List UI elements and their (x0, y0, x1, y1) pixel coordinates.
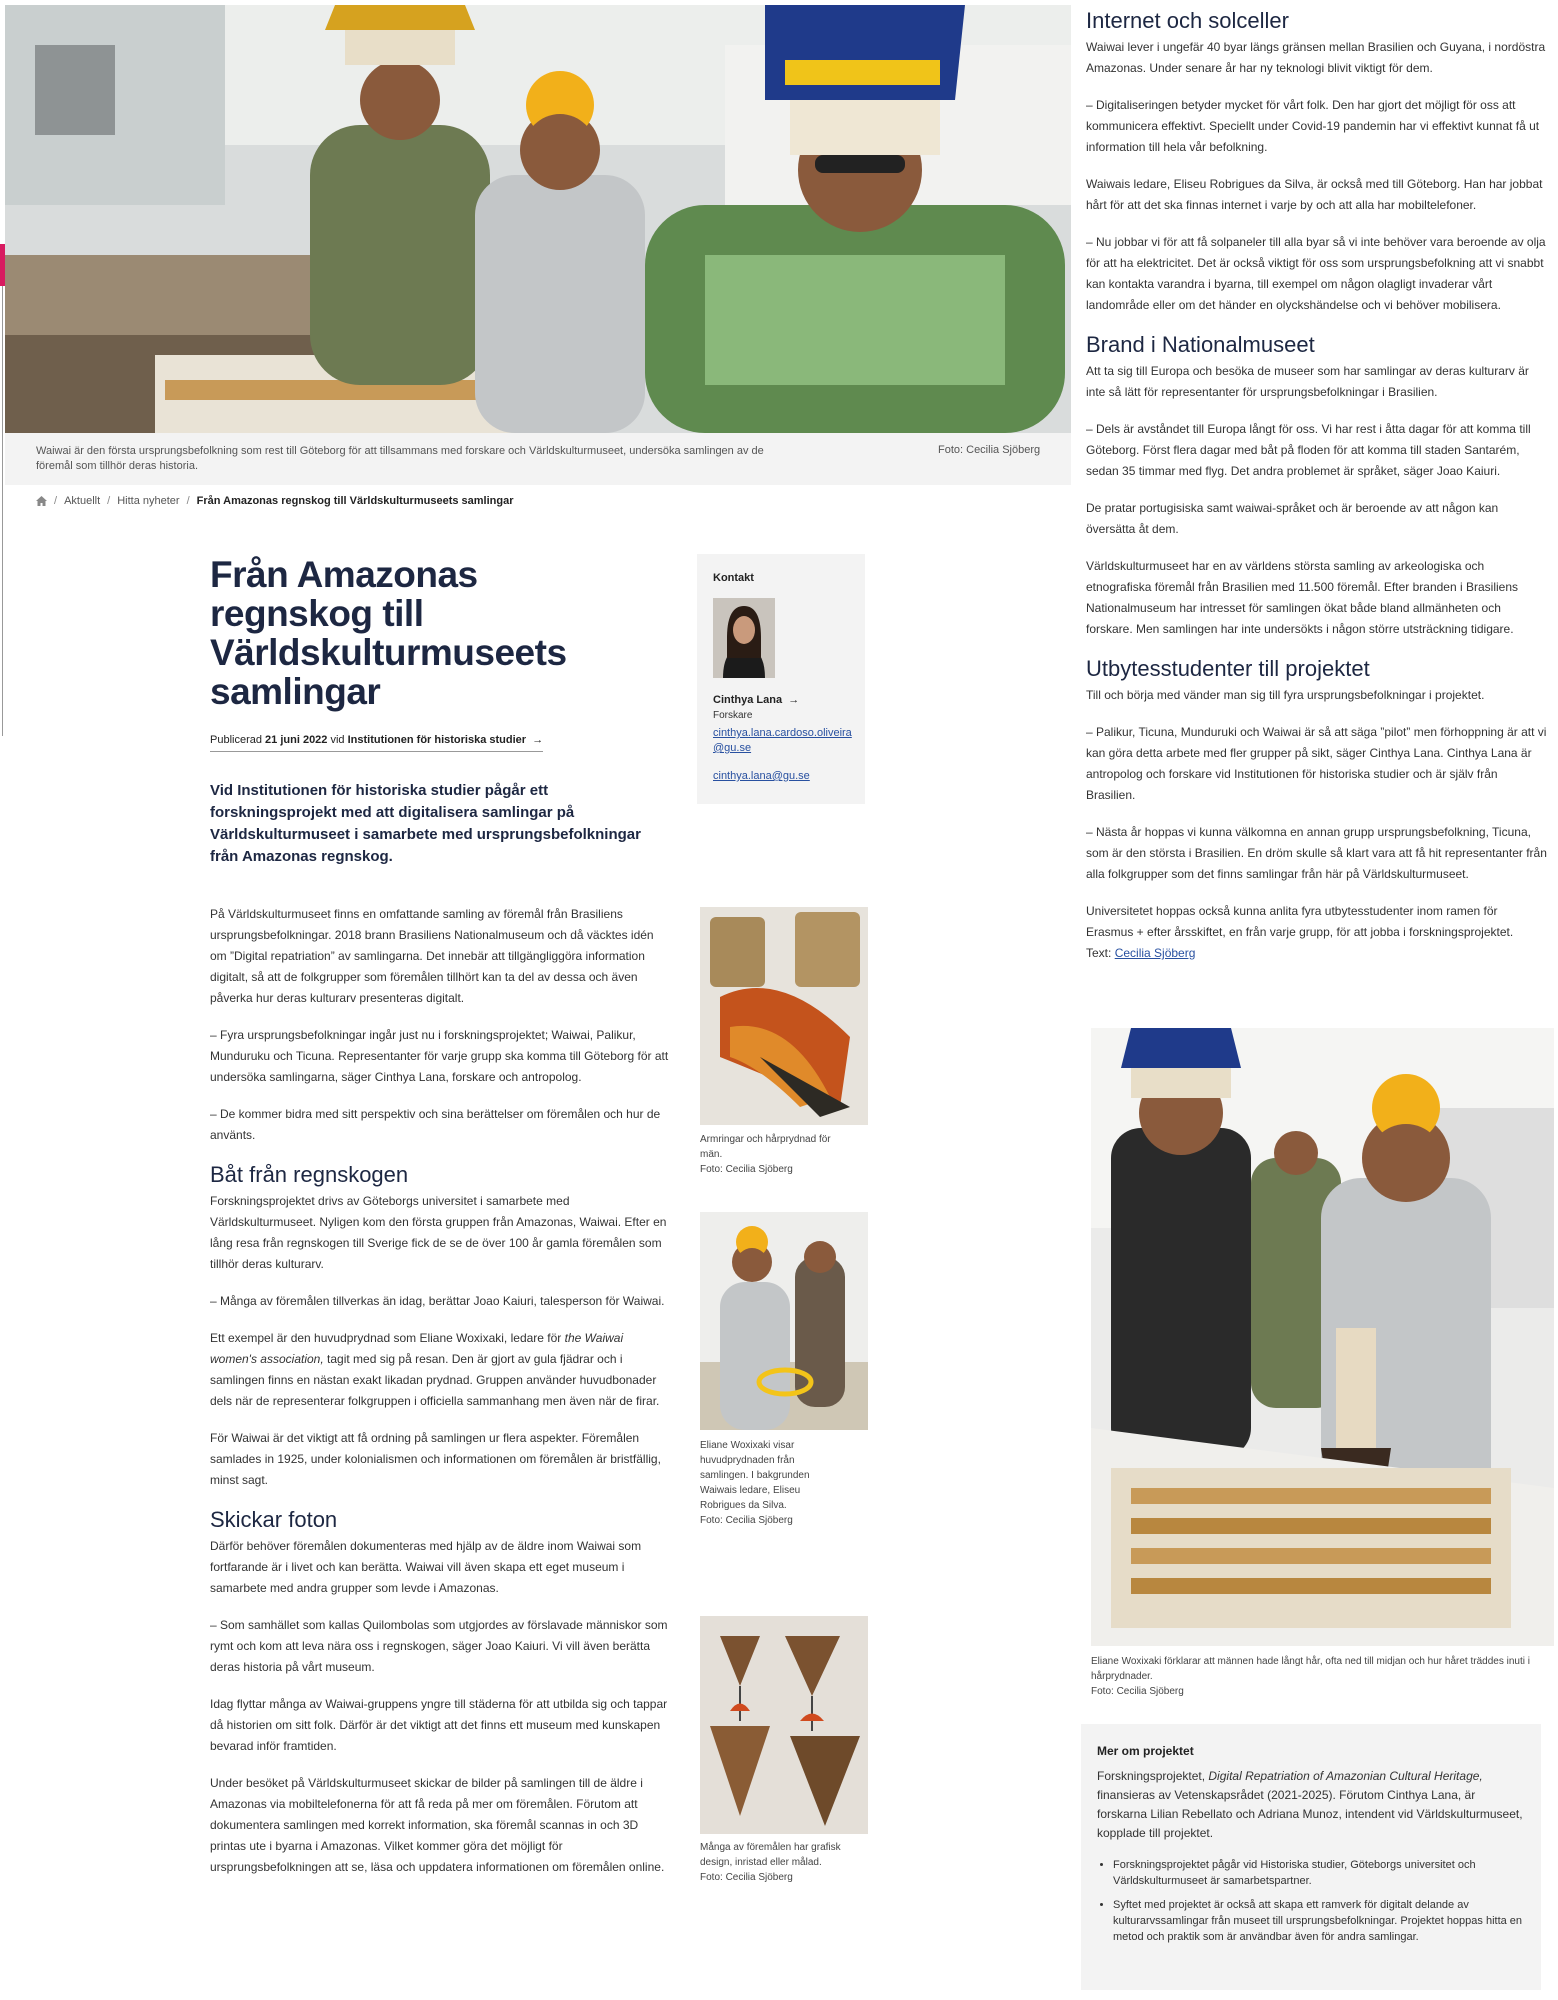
arrow-right-icon: → (785, 694, 800, 706)
breadcrumb-item-hitta-nyheter[interactable]: Hitta nyheter (117, 495, 180, 507)
breadcrumb (36, 495, 514, 507)
paragraph-text: Ett exempel är den huvudprydnad som Eliane Woxixaki, ledare för (210, 1331, 562, 1345)
right-large-image (1091, 1028, 1554, 1646)
list-item: • Syftet med projektet är också att skapa ett ramverk för digitalt delande av kulturarvssamlingar från museet till ursprungsbefolkningar. Projektet hoppas hitta en metod och praktik som är användbar även för andra samlingar. (1113, 1897, 1525, 1945)
body-paragraph: Världskulturmuseet har en av världens största samling av arkeologiska och etnografiska föremål från Brasilien med 11.500 föremål. Efter branden i Brasiliens Nationalmuseum har intresset för samlingen ökat både bland allmänheten och forskare. Men samlingen har inte undersökts i någon större utsträckning tidigare. (1086, 559, 1518, 636)
contact-heading: Kontakt (713, 572, 754, 584)
body-paragraph: – Nästa år hoppas vi kunna välkomna en annan grupp ursprungsbefolkning, Ticuna, som är den största i Brasilien. En dröm skulle så klart vara att få hit representanter från alla folkgrupper som det finns samlingar från här på Världskulturmuseet. (1086, 825, 1547, 881)
text-label: Text: (1086, 946, 1112, 960)
list-item: • Forskningsprojektet pågår vid Historiska studier, Göteborgs universitet och Världskulturmuseet är samarbetspartner. (1113, 1857, 1525, 1889)
left-rule (2, 286, 3, 736)
page-title: Från Amazonas regnskog till Världskulturmuseets samlingar (210, 554, 567, 712)
article-body (210, 904, 672, 1894)
project-name: Digital Repatriation of Amazonian Cultural Heritage, (1208, 1769, 1483, 1783)
project-heading: Mer om projektet (1097, 1744, 1194, 1758)
published-label: Publicerad (210, 734, 262, 746)
side-image-armringar (700, 907, 868, 1125)
side-image-eliane (700, 1212, 868, 1430)
body-paragraph: – Nu jobbar vi för att få solpaneler till alla byar så vi inte behöver vara beroende av olja för att ha elektricitet. Det är också viktigt för oss som ursprungsbefolkning att vi snabbt kan kontakta varandra i byarna, till exempel om någon olagligt invaderar vårt landområde eller om det händer en olyckshändelse och vi behöver mobilisera. (1086, 235, 1546, 312)
arrow-right-icon: → (529, 734, 544, 746)
breadcrumb-separator: / (107, 495, 111, 507)
section-heading-bat: Båt från regnskogen (210, 1162, 409, 1187)
association-name: the Waiwai women's association, (210, 1331, 624, 1366)
publication-line (210, 734, 543, 752)
right-column-text (1086, 0, 1548, 964)
project-info-box (1081, 1724, 1541, 1990)
body-paragraph: De pratar portugisiska samt waiwai-språket och är beroende av att någon kan översätta åt dem. (1086, 501, 1499, 536)
side-image-design (700, 1616, 868, 1834)
paragraph-text: tagit med sig på resan. Den är gjort av gula fjädrar och i samlingen finns en nästan exakt likadan prydnad. Gruppen använder huvudbonader dels när de representerar folkgruppen i officiella sammanhang men även när de firar. (210, 1352, 660, 1408)
body-paragraph: Idag flyttar många av Waiwai-gruppens yngre till städerna för att utbilda sig och tappar då historien om sitt folk. Därför är det viktigt att det finns ett museum med kunskapen bevarad inför framtiden. (210, 1697, 668, 1753)
paragraph-text: finansieras av Vetenskapsrådet (2021-2025). Förutom Cinthya Lana, är forskarna Lilian Rebellato och Adriana Munoz, intendent vid Världskulturmuseet, kopplade till projektet. (1097, 1788, 1523, 1840)
paragraph-text: Forskningsprojektet, (1097, 1769, 1206, 1783)
body-paragraph: För Waiwai är det viktigt att få ordning på samlingen ur flera aspekter. Föremålen samlades in 1925, under kolonialismen och informationen om föremålen är bristfällig, minst sagt. (210, 1431, 661, 1487)
home-icon[interactable] (36, 496, 47, 506)
section-heading-utbyte: Utbytesstudenter till projektet (1086, 656, 1370, 681)
body-paragraph: Under besöket på Världskulturmuseet skickar de bilder på samlingen till de äldre i Amazonas via mobiltelefonerna för att få reda på mer om föremålen. Förutom att dokumentera samlingen med korrekt information, ska föremål scannas in och 3D printas ute i byarna i Amazonas. Vilket kommer göra det möjligt för ursprungsbefolkningen att se, läsa och uppdatera informationen om föremålen online. (210, 1776, 665, 1874)
contact-avatar (713, 598, 775, 678)
body-paragraph: – Fyra ursprungsbefolkningar ingår just nu i forskningsprojektet; Waiwai, Palikur, Munduruku och Ticuna. Representanter för varje grupp ska komma till Göteborg för att undersöka samlingarna, säger Cinthya Lana, forskare och antropolog. (210, 1028, 669, 1084)
hero-image (5, 5, 1071, 433)
breadcrumb-item-aktuellt[interactable]: Aktuellt (64, 495, 101, 507)
body-paragraph: – Många av föremålen tillverkas än idag, berättar Joao Kaiuri, talesperson för Waiwai. (210, 1294, 665, 1308)
contact-email-secondary[interactable]: cinthya.lana@gu.se (713, 770, 810, 782)
body-paragraph: På Världskulturmuseet finns en omfattande samling av föremål från Brasiliens ursprungsbefolkningar. 2018 brann Brasiliens Nationalmuseum och då väcktes idén om ”Digital repatriation” av samlingarna. Det innebär att tillgängliggöra information digitalt, så att de folkgrupper som föremålen tillhört kan ta del av dessa och även påverka hur deras kulturarv presenteras digitalt. (210, 907, 654, 1005)
body-paragraph: Forskningsprojektet drivs av Göteborgs universitet i samarbete med Världskulturmuseet. Nyligen kom den första gruppen från Amazonas, Waiwai. Efter en lång resa från regnskogen till Sverige fick de se de över 100 år gamla föremålen som tillhör deras kulturarv. (210, 1194, 667, 1271)
contact-name: Cinthya Lana (713, 694, 783, 706)
hero-credit: Foto: Cecilia Sjöberg (938, 444, 1041, 456)
section-heading-internet: Internet och solceller (1086, 8, 1289, 33)
project-bullet-list (1097, 1857, 1525, 1945)
body-paragraph: – Dels är avståndet till Europa långt för oss. Vi har rest i åtta dagar för att komma till Göteborg. Först flera dagar med båt på floden för att komma till staden Santarém, sedan 35 timmar med flyg. Det andra problemet är språket, säger Joao Kaiuri. (1086, 422, 1531, 478)
body-paragraph: – De kommer bidra med sitt perspektiv och sina berättelser om föremålen och hur de använts. (210, 1107, 661, 1142)
body-paragraph (1086, 901, 1548, 964)
author-link[interactable]: Cecilia Sjöberg (1114, 946, 1196, 960)
body-paragraph: Waiwais ledare, Eliseu Robrigues da Silva, är också med till Göteborg. Han har jobbat hårt för att det ska finnas internet i varje by och att alla har mobiltelefoner. (1086, 177, 1543, 212)
department-link[interactable]: Institutionen för historiska studier (347, 734, 527, 746)
contact-name-link[interactable] (713, 694, 799, 706)
contact-card (697, 554, 865, 804)
body-paragraph: – Palikur, Ticuna, Munduruki och Waiwai är så att säga ”pilot” men förhoppning är att vi kan göra detta arbete med fler grupper på sikt, säger Cinthya Lana. Cinthya Lana är antropolog och forskare vid Institutionen för historiska studier och är själv från Brasilien. (1086, 725, 1547, 802)
body-paragraph: Därför behöver föremålen dokumenteras med hjälp av de äldre inom Waiwai som fortfarande är i livet och kan berätta. Waiwai vill även skapa ett eget museum i samarbete med andra grupper som levde i Amazonas. (210, 1539, 642, 1595)
breadcrumb-separator: / (54, 495, 58, 507)
right-large-image-caption: Eliane Woxixaki förklarar att männen hade långt hår, ofta ned till midjan och hur håret träddes inuti i hårprydnader. Foto: Cecilia Sjöberg (1091, 1656, 1530, 1697)
contact-role: Forskare (713, 710, 753, 721)
paragraph-text: Universitetet hoppas också kunna anlita fyra utbytesstudenter inom ramen för Erasmus + efter årsskiftet, en från varje grupp, för att jobba i forskningsprojektet. (1086, 904, 1514, 939)
breadcrumb-item-current: Från Amazonas regnskog till Världskulturmuseets samlingar (196, 495, 514, 507)
body-paragraph: Till och börja med vänder man sig till fyra ursprungsbefolkningar i projektet. (1086, 688, 1485, 702)
side-image-armringar-caption: Armringar och hårprydnad för män. Foto: Cecilia Sjöberg (700, 1134, 831, 1175)
body-paragraph: – Digitaliseringen betyder mycket för vårt folk. Den har gjort det möjligt för oss att kommunicera effektivt. Speciellt under Covid-19 pandemin har vi effektivt kunnat få ut information till hela vår befolkning. (1086, 98, 1540, 154)
at-label: vid (330, 734, 345, 746)
hero-caption: Waiwai är den första ursprungsbefolkning som rest till Göteborg för att tillsammans med forskare och Världskulturmuseet, undersöka samlingen av de föremål som tillhör deras historia. (36, 445, 764, 472)
contact-email-primary[interactable]: cinthya.lana.cardoso.oliveira@gu.se (713, 727, 852, 754)
side-image-eliane-caption: Eliane Woxixaki visar huvudprydnaden från samlingen. I bakgrunden Waiwais ledare, Eliseu Robrigues da Silva. Foto: Cecilia Sjöberg (700, 1440, 810, 1526)
article-lead: Vid Institutionen för historiska studier pågår ett forskningsprojekt med att digitalisera samlingar på Världskulturmuseet i samarbete med ursprungsbefolkningar från Amazonas regnskog. (210, 782, 641, 865)
breadcrumb-separator: / (186, 495, 190, 507)
project-paragraph (1097, 1767, 1525, 1843)
body-paragraph (210, 1328, 672, 1412)
body-paragraph: Att ta sig till Europa och besöka de museer som har samlingar av deras kulturarv är inte så lätt för representanter för ursprungsbefolkningar i Brasilien. (1086, 364, 1529, 399)
section-heading-skickar: Skickar foton (210, 1507, 338, 1532)
body-paragraph: Waiwai lever i ungefär 40 byar längs gränsen mellan Brasilien och Guyana, i nordöstra Amazonas. Under senare år har ny teknologi blivit viktigt för dem. (1086, 40, 1546, 75)
section-heading-brand: Brand i Nationalmuseet (1086, 332, 1315, 357)
published-date: 21 juni 2022 (265, 734, 328, 746)
body-paragraph: – Som samhället som kallas Quilombolas som utgjordes av förslavade människor som rymt och kom att leva nära oss i regnskogen, säger Joao Kaiuri. Vi vill även berätta deras historia på vårt museum. (210, 1618, 668, 1674)
side-image-design-caption: Många av föremålen har grafisk design, inristad eller målad. Foto: Cecilia Sjöberg (700, 1842, 841, 1883)
